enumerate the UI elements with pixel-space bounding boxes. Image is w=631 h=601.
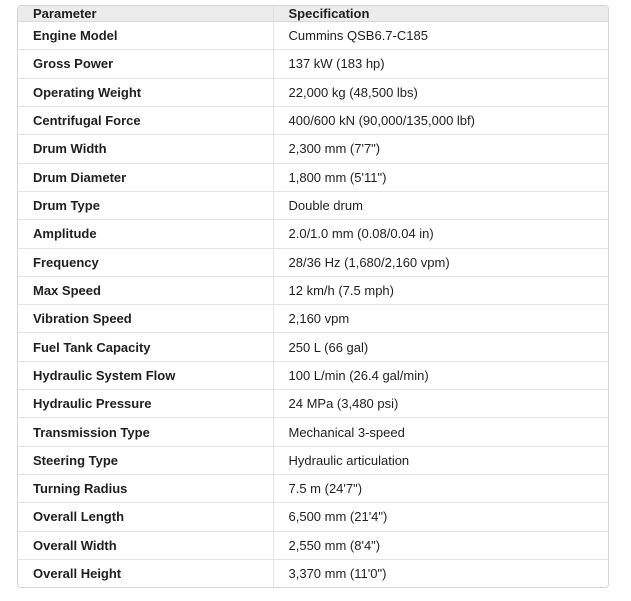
specification-table-container <box>17 5 609 588</box>
specification-cell: 2.0/1.0 mm (0.08/0.04 in) <box>273 220 608 248</box>
table-row <box>18 163 608 191</box>
table-row <box>18 135 608 163</box>
specification-cell: 2,300 mm (7'7") <box>273 135 608 163</box>
parameter-cell: Fuel Tank Capacity <box>18 333 273 361</box>
column-header-specification: Specification <box>273 6 608 22</box>
parameter-cell: Hydraulic Pressure <box>18 390 273 418</box>
specification-cell: 2,160 vpm <box>273 305 608 333</box>
parameter-cell: Amplitude <box>18 220 273 248</box>
parameter-cell: Overall Height <box>18 559 273 587</box>
parameter-cell: Drum Type <box>18 191 273 219</box>
table-row <box>18 531 608 559</box>
table-row <box>18 50 608 78</box>
parameter-cell: Hydraulic System Flow <box>18 361 273 389</box>
parameter-cell: Frequency <box>18 248 273 276</box>
table-row <box>18 22 608 50</box>
specification-cell: 137 kW (183 hp) <box>273 50 608 78</box>
table-row <box>18 475 608 503</box>
table-row <box>18 446 608 474</box>
specification-cell: Double drum <box>273 191 608 219</box>
table-row <box>18 333 608 361</box>
table-header <box>18 6 608 22</box>
table-row <box>18 220 608 248</box>
parameter-cell: Steering Type <box>18 446 273 474</box>
specification-cell: 12 km/h (7.5 mph) <box>273 276 608 304</box>
specification-table <box>18 6 608 587</box>
parameter-cell: Operating Weight <box>18 78 273 106</box>
table-row <box>18 276 608 304</box>
parameter-cell: Engine Model <box>18 22 273 50</box>
specification-cell: Hydraulic articulation <box>273 446 608 474</box>
table-row <box>18 78 608 106</box>
table-row <box>18 418 608 446</box>
specification-cell: 400/600 kN (90,000/135,000 lbf) <box>273 106 608 134</box>
specification-cell: Cummins QSB6.7-C185 <box>273 22 608 50</box>
parameter-cell: Gross Power <box>18 50 273 78</box>
table-row <box>18 503 608 531</box>
specification-cell: 2,550 mm (8'4") <box>273 531 608 559</box>
table-row <box>18 248 608 276</box>
table-row <box>18 106 608 134</box>
table-row <box>18 191 608 219</box>
parameter-cell: Overall Width <box>18 531 273 559</box>
table-row <box>18 559 608 587</box>
table-row <box>18 390 608 418</box>
parameter-cell: Transmission Type <box>18 418 273 446</box>
parameter-cell: Vibration Speed <box>18 305 273 333</box>
table-header-row <box>18 6 608 22</box>
specification-cell: 250 L (66 gal) <box>273 333 608 361</box>
column-header-parameter: Parameter <box>18 6 273 22</box>
specification-cell: 24 MPa (3,480 psi) <box>273 390 608 418</box>
parameter-cell: Overall Length <box>18 503 273 531</box>
specification-cell: Mechanical 3-speed <box>273 418 608 446</box>
specification-cell: 6,500 mm (21'4") <box>273 503 608 531</box>
specification-cell: 3,370 mm (11'0") <box>273 559 608 587</box>
specification-cell: 100 L/min (26.4 gal/min) <box>273 361 608 389</box>
specification-cell: 22,000 kg (48,500 lbs) <box>273 78 608 106</box>
parameter-cell: Turning Radius <box>18 475 273 503</box>
specification-cell: 28/36 Hz (1,680/2,160 vpm) <box>273 248 608 276</box>
parameter-cell: Centrifugal Force <box>18 106 273 134</box>
parameter-cell: Drum Width <box>18 135 273 163</box>
table-row <box>18 361 608 389</box>
specification-cell: 7.5 m (24'7") <box>273 475 608 503</box>
specification-cell: 1,800 mm (5'11") <box>273 163 608 191</box>
parameter-cell: Drum Diameter <box>18 163 273 191</box>
parameter-cell: Max Speed <box>18 276 273 304</box>
spec-table-body <box>18 22 608 588</box>
table-row <box>18 305 608 333</box>
